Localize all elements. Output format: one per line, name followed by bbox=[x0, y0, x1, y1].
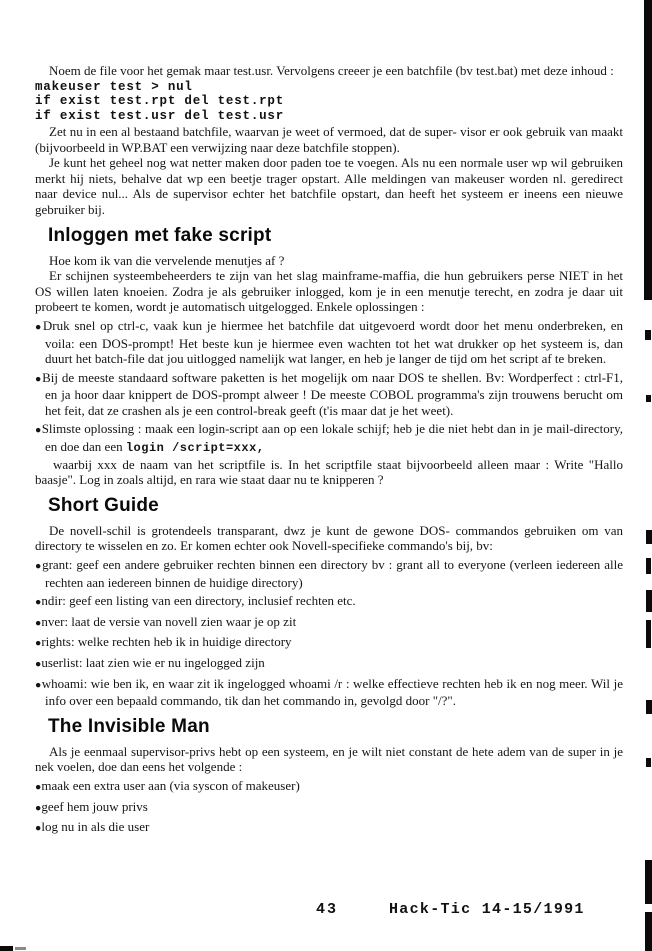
page-body bbox=[35, 63, 623, 837]
list-item bbox=[35, 421, 623, 456]
scan-artifact-right-dash bbox=[646, 590, 652, 612]
list-item-text: nver: laat de versie van novell zien waar je op zit bbox=[41, 613, 297, 629]
invisible-man-paragraph-1: Als je eenmaal supervisor-privs hebt op een systeem, en je wilt niet constant de hete adem van de super in je nek voelen, doe dan eens het volgende : bbox=[35, 743, 623, 775]
scan-artifact-right-dash bbox=[646, 395, 651, 402]
bullet-icon: ● bbox=[35, 823, 42, 835]
intro-paragraph-3: Je kunt het geheel nog wat netter maken door paden toe te voegen. Als nu een normale user wp wil gebruiken merkt hij niets, behalve dat wp een beetje trager opstart. Alle meldingen van makeuser worden nl. geredirect naar device nul... Als de supervisor echter het batchfile opstart, dan heeft het systeem er ineens een nieuwe gebruiker bij. bbox=[35, 155, 623, 217]
list-item bbox=[35, 634, 623, 652]
intro-paragraph-2: Zet nu in een al bestaand batchfile, waarvan je weet of vermoed, dat de super- visor er ook gebruik van maakt (bijvoorbeeld in WP.BAT een verwijzing naar deze batchfile stoppen). bbox=[35, 123, 623, 155]
scan-artifact-right-dash bbox=[646, 620, 651, 648]
section-heading-invisible-man: The Invisible Man bbox=[48, 715, 210, 737]
page-footer bbox=[0, 901, 652, 923]
list-item bbox=[35, 799, 623, 817]
page-number: 43 bbox=[316, 901, 339, 918]
scan-artifact-right-dash bbox=[646, 700, 652, 714]
scan-artifact-right-dash bbox=[645, 330, 651, 340]
bullet-icon: ● bbox=[35, 373, 43, 385]
bullet-icon: ● bbox=[35, 679, 42, 691]
list-item bbox=[35, 614, 623, 632]
short-guide-paragraph-1: De novell-schil is grotendeels transparant, dwz je kunt de gewone DOS- commandos gebruiken om van directory te wisselen en zo. Er komen echter ook Novell-specifieke commando's bij, bv: bbox=[35, 522, 623, 554]
list-item bbox=[35, 778, 623, 796]
magazine-title: Hack-Tic 14-15/1991 bbox=[389, 901, 585, 918]
scan-artifact-right-dash bbox=[646, 558, 651, 574]
code-line-2: if exist test.rpt del test.rpt bbox=[35, 94, 285, 109]
scan-artifact-right-dash bbox=[646, 530, 652, 544]
list-item-text: whoami: wie ben ik, en waar zit ik ingelogged whoami /r : welke effectieve rechten heb ik en nog meer. Wil je info over een bepaald commando, tik dan het commando in, gevolgd door "/?". bbox=[41, 675, 623, 709]
list-item-text: maak een extra user aan (via syscon of makeuser) bbox=[41, 777, 300, 793]
list-item-text: geef hem jouw privs bbox=[41, 798, 148, 814]
section-heading-short-guide: Short Guide bbox=[48, 494, 159, 516]
bullet-icon: ● bbox=[35, 425, 42, 437]
list-item bbox=[35, 593, 623, 611]
fake-script-paragraph-1: Hoe kom ik van die vervelende menutjes af ? bbox=[49, 252, 285, 268]
list-item-text: log nu in als die user bbox=[41, 819, 150, 835]
intro-paragraph-1: Noem de file voor het gemak maar test.usr. Vervolgens creeer je een batchfile (bv test.bat) met deze inhoud : bbox=[49, 63, 614, 78]
bullet-icon: ● bbox=[35, 802, 42, 814]
list-item-text: Druk snel op ctrl-c, vaak kun je hiermee het batchfile dat uitgevoerd wordt door het menu onderbreken, en voila: een DOS-prompt! Het beste kun je hiermee even wachten tot het wat drukker op het systeem is, dan duurt het batch-file dat jou uitlogged namelijk wat langer, en heb je langer de tijd om het script af te breken. bbox=[42, 317, 623, 367]
list-item bbox=[35, 655, 623, 673]
bullet-icon: ● bbox=[35, 638, 42, 650]
list-item bbox=[35, 676, 623, 709]
scan-artifact-right-strip bbox=[644, 0, 652, 300]
list-item-text: userlist: laat zien wie er nu ingelogged zijn bbox=[41, 655, 265, 671]
code-line-1: makeuser test > nul bbox=[35, 79, 193, 94]
section-heading-fake-script: Inloggen met fake script bbox=[48, 224, 272, 246]
list-item bbox=[35, 318, 623, 367]
list-item-text: grant: geef een andere gebruiker rechten binnen een directory bv : grant all to everyone (verleen iedereen alle rechten aan iedereen binnen de huidige directory) bbox=[42, 557, 623, 590]
fake-script-paragraph-3: waarbij xxx de naam van het scriptfile is. In het scriptfile staat bijvoorbeeld alleen maar : Write "Hallo baasje". Log in zoals altijd, en rara wie staat daar nu te knipperen ? bbox=[35, 456, 623, 488]
list-item-text: Slimste oplossing : maak een login-script aan op een lokale schijf; heb je die niet hebt dan in je mail-directory, en doe dan een bbox=[41, 421, 624, 455]
batchfile-code-block bbox=[35, 80, 623, 124]
bullet-icon: ● bbox=[35, 561, 43, 573]
list-item bbox=[35, 557, 623, 590]
list-item bbox=[35, 819, 623, 837]
scan-artifact-right-strip bbox=[645, 860, 652, 904]
bullet-icon: ● bbox=[35, 659, 42, 671]
scan-artifact-bottom-left bbox=[0, 946, 13, 951]
scan-artifact-right-strip bbox=[645, 912, 652, 951]
list-item-text: rights: welke rechten heb ik in huidige directory bbox=[41, 634, 292, 650]
scan-artifact-bottom-left bbox=[15, 947, 26, 950]
list-item bbox=[35, 370, 623, 419]
fake-script-paragraph-2: Er schijnen systeembeheerders te zijn van het slag mainframe-maffia, die hun gebruikers perse NIET in het OS willen laten knoeien. Zodra je als gebruiker inlogged, kom je in een menutje terecht, en zodra je daar uit probeert te komen, wordt je automatisch uitgelogged. Enkele oplossingen : bbox=[35, 268, 623, 315]
code-line-3: if exist test.usr del test.usr bbox=[35, 109, 285, 124]
bullet-icon: ● bbox=[35, 321, 43, 333]
scan-artifact-right-dash bbox=[646, 758, 651, 767]
bullet-icon: ● bbox=[35, 597, 42, 609]
list-item-text: Bij de meeste standaard software paketten is het mogelijk om naar DOS te shellen. Bv: Wordperfect : ctrl-F1, en ja hoor daar knippert de DOS-prompt alweer ! De meeste COBOL programma's zijn trouwens berucht om het feit, dat ze crashen als je een control-break geeft (t'is maar dat je het weet). bbox=[42, 369, 624, 418]
bullet-icon: ● bbox=[35, 617, 42, 629]
list-item-text: ndir: geef een listing van een directory, inclusief rechten etc. bbox=[41, 593, 356, 609]
inline-command: login /script=xxx, bbox=[125, 441, 265, 456]
bullet-icon: ● bbox=[35, 781, 42, 793]
